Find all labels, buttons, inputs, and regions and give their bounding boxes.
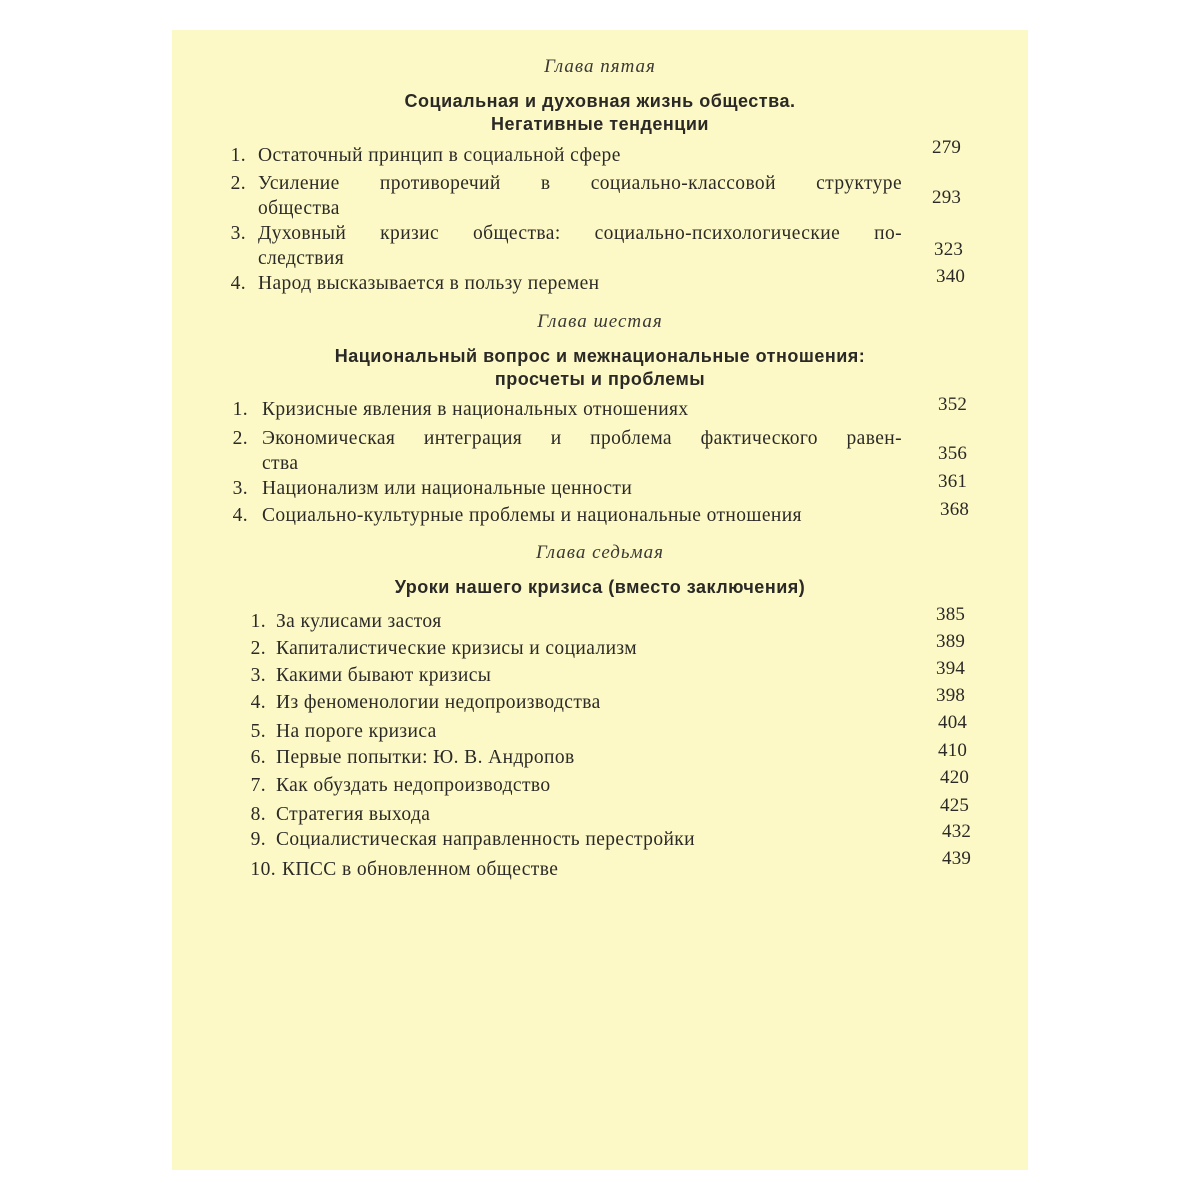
entry-number: 4. bbox=[250, 692, 266, 713]
entry-title bbox=[276, 745, 896, 770]
entry-number: 7. bbox=[250, 775, 266, 796]
entry-title bbox=[258, 221, 902, 271]
entry-number: 5. bbox=[250, 721, 266, 742]
entry-line: Остаточный принцип в социальной сфере bbox=[258, 145, 621, 166]
page-number: 439 bbox=[942, 848, 972, 869]
entry-line: Экономическая интеграция и проблема фактического равен- bbox=[262, 428, 902, 449]
entry-line: Народ высказывается в пользу перемен bbox=[258, 273, 600, 294]
entry-title bbox=[262, 426, 902, 476]
entry-number: 3. bbox=[230, 223, 246, 244]
entry-number: 2. bbox=[250, 638, 266, 659]
entry-title bbox=[276, 690, 896, 715]
entry-title bbox=[276, 802, 896, 827]
entry-title bbox=[276, 773, 896, 798]
entry-line: Кризисные явления в национальных отношениях bbox=[262, 399, 689, 420]
page-number: 404 bbox=[938, 712, 968, 733]
entry-title bbox=[276, 827, 896, 852]
chapter-6-title bbox=[172, 345, 1028, 391]
chapter-7-title bbox=[172, 576, 1028, 599]
entry-title bbox=[262, 397, 902, 422]
entry-number: 10. bbox=[250, 859, 276, 880]
chapter-5-title bbox=[172, 90, 1028, 136]
entry-line: Стратегия выхода bbox=[276, 804, 431, 825]
entry-number: 2. bbox=[230, 173, 246, 194]
entry-line: Из феноменологии недопроизводства bbox=[276, 692, 601, 713]
page-number: 368 bbox=[940, 499, 970, 520]
entry-number: 8. bbox=[250, 804, 266, 825]
page-number: 293 bbox=[932, 187, 962, 208]
entry-title bbox=[276, 663, 896, 688]
entry-line: Капиталистические кризисы и социализм bbox=[276, 638, 638, 659]
entry-title bbox=[258, 171, 902, 221]
chapter-6-label: Глава шестая bbox=[537, 311, 663, 332]
entry-line: КПСС в обновленном обществе bbox=[282, 859, 559, 880]
page-number: 352 bbox=[938, 394, 968, 415]
chapter-title-line: Национальный вопрос и межнациональные отношения: bbox=[334, 346, 866, 366]
entry-line: следствия bbox=[258, 248, 345, 269]
entry-title bbox=[258, 271, 902, 296]
page-number: 398 bbox=[936, 685, 966, 706]
chapter-7-label: Глава седьмая bbox=[535, 542, 665, 563]
chapter-title-line: просчеты и проблемы bbox=[494, 369, 706, 389]
entry-number: 3. bbox=[250, 665, 266, 686]
entry-line: На пороге кризиса bbox=[276, 721, 437, 742]
entry-line: ства bbox=[262, 453, 299, 474]
entry-line: общества bbox=[258, 198, 340, 219]
entry-title bbox=[276, 609, 896, 634]
entry-line: Духовный кризис общества: социально-психологические по- bbox=[258, 223, 902, 244]
entry-line: Усиление противоречий в социально-классовой структуре bbox=[258, 173, 902, 194]
entry-title bbox=[262, 476, 902, 501]
page-number: 432 bbox=[942, 821, 972, 842]
book-page bbox=[172, 30, 1028, 1170]
entry-line: За кулисами застоя bbox=[276, 611, 442, 632]
entry-line: Национализм или национальные ценности bbox=[262, 478, 633, 499]
page-number: 361 bbox=[938, 471, 968, 492]
page-number: 340 bbox=[936, 266, 966, 287]
entry-number: 4. bbox=[230, 273, 246, 294]
entry-number: 1. bbox=[230, 145, 246, 166]
chapter-title-line: Негативные тенденции bbox=[491, 114, 709, 134]
entry-title bbox=[282, 857, 902, 882]
page-number: 323 bbox=[934, 239, 964, 260]
chapter-title-line: Уроки нашего кризиса (вместо заключения) bbox=[394, 577, 806, 597]
page-number: 394 bbox=[936, 658, 966, 679]
entry-number: 3. bbox=[232, 478, 248, 499]
entry-title bbox=[276, 719, 896, 744]
entry-line: Социально-культурные проблемы и национальные отношения bbox=[262, 505, 802, 526]
entry-number: 6. bbox=[250, 747, 266, 768]
entry-title bbox=[262, 503, 908, 528]
entry-line: Какими бывают кризисы bbox=[276, 665, 492, 686]
chapter-5-label: Глава пятая bbox=[544, 56, 656, 77]
page-number: 389 bbox=[936, 631, 966, 652]
entry-number: 1. bbox=[250, 611, 266, 632]
entry-number: 9. bbox=[250, 829, 266, 850]
entry-number: 2. bbox=[232, 428, 248, 449]
entry-title bbox=[258, 143, 902, 168]
entry-line: Как обуздать недопроизводство bbox=[276, 775, 551, 796]
chapter-title-line: Социальная и духовная жизнь общества. bbox=[404, 91, 796, 111]
page-number: 425 bbox=[940, 795, 970, 816]
page-number: 356 bbox=[938, 443, 968, 464]
entry-number: 4. bbox=[232, 505, 248, 526]
page-number: 420 bbox=[940, 767, 970, 788]
entry-line: Первые попытки: Ю. В. Андропов bbox=[276, 747, 575, 768]
page-number: 410 bbox=[938, 740, 968, 761]
page-number: 279 bbox=[932, 137, 962, 158]
entry-title bbox=[276, 636, 896, 661]
page-number: 385 bbox=[936, 604, 966, 625]
entry-line: Социалистическая направленность перестройки bbox=[276, 829, 696, 850]
entry-number: 1. bbox=[232, 399, 248, 420]
